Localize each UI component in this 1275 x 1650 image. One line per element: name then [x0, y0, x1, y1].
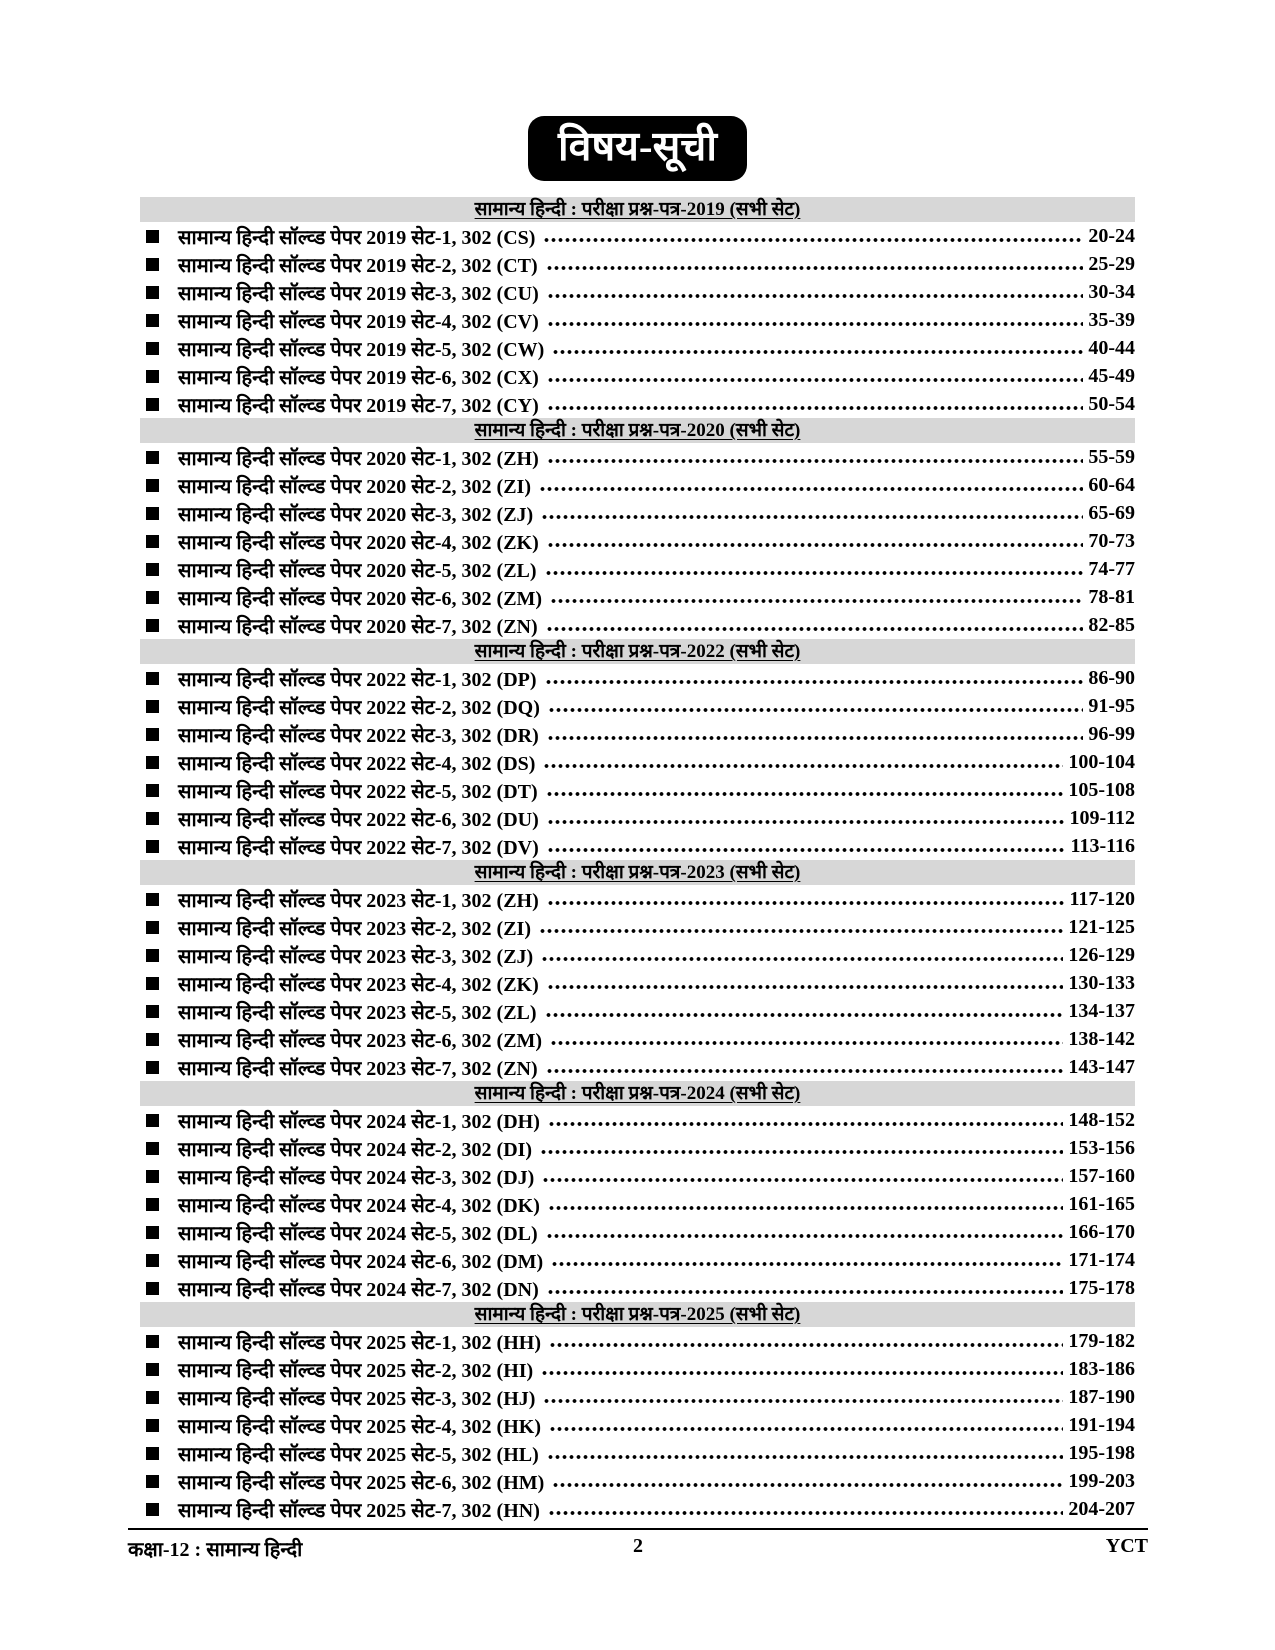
square-bullet-icon — [146, 728, 159, 741]
toc-entry — [140, 941, 1135, 969]
entry-pages: 30-34 — [1088, 280, 1135, 303]
toc-entry — [140, 1327, 1135, 1355]
toc-entry — [140, 583, 1135, 611]
entry-pages: 148-152 — [1068, 1108, 1135, 1131]
square-bullet-icon — [146, 286, 159, 299]
dot-leader — [547, 900, 1065, 906]
dot-leader — [547, 1289, 1064, 1295]
entry-pages: 60-64 — [1088, 473, 1135, 496]
section-header-2020 — [140, 418, 1135, 443]
toc-entry — [140, 1134, 1135, 1162]
square-bullet-icon — [146, 756, 159, 769]
square-bullet-icon — [146, 451, 159, 464]
toc-entry — [140, 832, 1135, 860]
entry-label: सामान्य हिन्दी सॉल्व्ड पेपर 2022 सेट-7, 302 (DV) — [178, 836, 539, 859]
toc-entry — [140, 334, 1135, 362]
square-bullet-icon — [146, 619, 159, 632]
toc-entry — [140, 1411, 1135, 1439]
entry-label: सामान्य हिन्दी सॉल्व्ड पेपर 2019 सेट-4, 302 (CV) — [178, 310, 539, 333]
section-header-label: सामान्य हिन्दी : परीक्षा प्रश्न-पत्र-2022 (सभी सेट) — [474, 641, 801, 663]
dot-leader — [543, 763, 1063, 769]
entry-label: सामान्य हिन्दी सॉल्व्ड पेपर 2020 सेट-5, 302 (ZL) — [178, 559, 537, 582]
toc-entry — [140, 611, 1135, 639]
square-bullet-icon — [146, 1503, 159, 1516]
entry-pages: 166-170 — [1068, 1220, 1135, 1243]
toc-entry — [140, 748, 1135, 776]
entry-label: सामान्य हिन्दी सॉल्व्ड पेपर 2022 सेट-1, 302 (DP) — [178, 668, 537, 691]
toc-entry — [140, 499, 1135, 527]
entry-label: सामान्य हिन्दी सॉल्व्ड पेपर 2023 सेट-4, 302 (ZK) — [178, 973, 539, 996]
entry-pages: 20-24 — [1088, 224, 1135, 247]
entry-pages: 45-49 — [1088, 364, 1135, 387]
dot-leader — [545, 679, 1084, 685]
dot-leader — [541, 1370, 1063, 1376]
section-header-label: सामान्य हिन्दी : परीक्षा प्रश्न-पत्र-2023 (सभी सेट) — [474, 862, 801, 884]
square-bullet-icon — [146, 1198, 159, 1211]
dot-leader — [547, 847, 1066, 853]
entry-pages: 171-174 — [1068, 1248, 1135, 1271]
toc-entry — [140, 390, 1135, 418]
toc-entry — [140, 1495, 1135, 1523]
section-header-label: सामान्य हिन्दी : परीक्षा प्रश्न-पत्र-2025 (सभी सेट) — [474, 1304, 801, 1326]
toc-entry — [140, 306, 1135, 334]
entry-label: सामान्य हिन्दी सॉल्व्ड पेपर 2025 सेट-4, 302 (HK) — [178, 1415, 541, 1438]
dot-leader — [549, 1342, 1063, 1348]
entry-pages: 204-207 — [1068, 1497, 1135, 1520]
dot-leader — [547, 293, 1084, 299]
entry-label: सामान्य हिन्दी सॉल्व्ड पेपर 2019 सेट-5, 302 (CW) — [178, 338, 545, 361]
square-bullet-icon — [146, 1005, 159, 1018]
entry-pages: 117-120 — [1069, 887, 1135, 910]
section-header-2024 — [140, 1081, 1135, 1106]
entry-label: सामान्य हिन्दी सॉल्व्ड पेपर 2024 सेट-7, 302 (DN) — [178, 1278, 539, 1301]
dot-leader — [546, 265, 1084, 271]
toc-entry — [140, 1246, 1135, 1274]
entry-pages: 105-108 — [1068, 778, 1135, 801]
entry-label: सामान्य हिन्दी सॉल्व्ड पेपर 2023 सेट-6, 302 (ZM) — [178, 1029, 543, 1052]
entry-pages: 74-77 — [1088, 557, 1135, 580]
square-bullet-icon — [146, 1363, 159, 1376]
title-container — [0, 0, 1275, 181]
toc-entry — [140, 692, 1135, 720]
entry-pages: 70-73 — [1088, 529, 1135, 552]
entry-label: सामान्य हिन्दी सॉल्व्ड पेपर 2023 सेट-1, 302 (ZH) — [178, 889, 539, 912]
entry-label: सामान्य हिन्दी सॉल्व्ड पेपर 2019 सेट-3, 302 (CU) — [178, 282, 539, 305]
entry-pages: 153-156 — [1068, 1136, 1135, 1159]
section-header-2025 — [140, 1302, 1135, 1327]
entry-label: सामान्य हिन्दी सॉल्व्ड पेपर 2025 सेट-2, 302 (HI) — [178, 1359, 534, 1382]
square-bullet-icon — [146, 563, 159, 576]
toc-entry — [140, 471, 1135, 499]
dot-leader — [541, 956, 1063, 962]
dot-leader — [548, 1510, 1063, 1516]
dot-leader — [541, 514, 1083, 520]
square-bullet-icon — [146, 921, 159, 934]
table-of-contents — [140, 197, 1135, 1523]
square-bullet-icon — [146, 258, 159, 271]
square-bullet-icon — [146, 893, 159, 906]
toc-entry — [140, 885, 1135, 913]
entry-pages: 100-104 — [1068, 750, 1135, 773]
square-bullet-icon — [146, 1447, 159, 1460]
entry-pages: 78-81 — [1088, 585, 1135, 608]
entry-pages: 121-125 — [1068, 915, 1135, 938]
square-bullet-icon — [146, 591, 159, 604]
entry-label: सामान्य हिन्दी सॉल्व्ड पेपर 2025 सेट-7, 302 (HN) — [178, 1499, 540, 1522]
dot-leader — [540, 1149, 1063, 1155]
toc-entry — [140, 1355, 1135, 1383]
dot-leader — [550, 1040, 1063, 1046]
section-header-2019 — [140, 197, 1135, 222]
toc-entry — [140, 222, 1135, 250]
entry-label: सामान्य हिन्दी सॉल्व्ड पेपर 2020 सेट-3, 302 (ZJ) — [178, 503, 534, 526]
toc-entry — [140, 720, 1135, 748]
entry-label: सामान्य हिन्दी सॉल्व्ड पेपर 2025 सेट-1, 302 (HH) — [178, 1331, 541, 1354]
entry-pages: 25-29 — [1088, 252, 1135, 275]
toc-entry — [140, 1274, 1135, 1302]
toc-entry — [140, 1106, 1135, 1134]
square-bullet-icon — [146, 507, 159, 520]
square-bullet-icon — [146, 1114, 159, 1127]
entry-label: सामान्य हिन्दी सॉल्व्ड पेपर 2020 सेट-4, 302 (ZK) — [178, 531, 539, 554]
entry-pages: 50-54 — [1088, 392, 1135, 415]
dot-leader — [543, 237, 1083, 243]
entry-pages: 175-178 — [1068, 1276, 1135, 1299]
dot-leader — [547, 1454, 1064, 1460]
dot-leader — [547, 321, 1084, 327]
section-header-2022 — [140, 639, 1135, 664]
dot-leader — [547, 377, 1084, 383]
entry-label: सामान्य हिन्दी सॉल्व्ड पेपर 2024 सेट-2, 302 (DI) — [178, 1138, 533, 1161]
entry-pages: 109-112 — [1069, 806, 1135, 829]
dot-leader — [539, 486, 1083, 492]
dot-leader — [546, 626, 1084, 632]
toc-entry — [140, 250, 1135, 278]
square-bullet-icon — [146, 1335, 159, 1348]
entry-label: सामान्य हिन्दी सॉल्व्ड पेपर 2022 सेट-6, 302 (DU) — [178, 808, 539, 831]
entry-pages: 96-99 — [1088, 722, 1135, 745]
dot-leader — [546, 1068, 1064, 1074]
square-bullet-icon — [146, 840, 159, 853]
entry-label: सामान्य हिन्दी सॉल्व्ड पेपर 2019 सेट-2, 302 (CT) — [178, 254, 538, 277]
entry-pages: 187-190 — [1068, 1385, 1135, 1408]
entry-label: सामान्य हिन्दी सॉल्व्ड पेपर 2024 सेट-5, 302 (DL) — [178, 1222, 538, 1245]
entry-label: सामान्य हिन्दी सॉल्व्ड पेपर 2024 सेट-1, 302 (DH) — [178, 1110, 540, 1133]
entry-pages: 55-59 — [1088, 445, 1135, 468]
entry-pages: 179-182 — [1068, 1329, 1135, 1352]
toc-entry — [140, 804, 1135, 832]
section-header-label: सामान्य हिन्दी : परीक्षा प्रश्न-पत्र-2024 (सभी सेट) — [474, 1083, 801, 1105]
entry-label: सामान्य हिन्दी सॉल्व्ड पेपर 2023 सेट-7, 302 (ZN) — [178, 1057, 538, 1080]
dot-leader — [550, 598, 1083, 604]
entry-label: सामान्य हिन्दी सॉल्व्ड पेपर 2019 सेट-1, 302 (CS) — [178, 226, 536, 249]
entry-pages: 82-85 — [1088, 613, 1135, 636]
toc-entry — [140, 443, 1135, 471]
entry-label: सामान्य हिन्दी सॉल्व्ड पेपर 2025 सेट-5, 302 (HL) — [178, 1443, 539, 1466]
entry-label: सामान्य हिन्दी सॉल्व्ड पेपर 2023 सेट-3, 302 (ZJ) — [178, 945, 534, 968]
entry-label: सामान्य हिन्दी सॉल्व्ड पेपर 2025 सेट-6, 302 (HM) — [178, 1471, 545, 1494]
dot-leader — [547, 458, 1084, 464]
square-bullet-icon — [146, 1391, 159, 1404]
entry-pages: 91-95 — [1088, 694, 1135, 717]
entry-label: सामान्य हिन्दी सॉल्व्ड पेपर 2022 सेट-2, 302 (DQ) — [178, 696, 540, 719]
toc-entry — [140, 1162, 1135, 1190]
dot-leader — [545, 570, 1084, 576]
square-bullet-icon — [146, 1226, 159, 1239]
toc-entry — [140, 1190, 1135, 1218]
square-bullet-icon — [146, 1142, 159, 1155]
toc-entry — [140, 1467, 1135, 1495]
dot-leader — [549, 1426, 1063, 1432]
dot-leader — [548, 1121, 1063, 1127]
toc-entry — [140, 1439, 1135, 1467]
dot-leader — [539, 928, 1063, 934]
toc-entry — [140, 1053, 1135, 1081]
entry-pages: 65-69 — [1088, 501, 1135, 524]
entry-pages: 35-39 — [1088, 308, 1135, 331]
entry-label: सामान्य हिन्दी सॉल्व्ड पेपर 2024 सेट-4, 302 (DK) — [178, 1194, 540, 1217]
section-header-label: सामान्य हिन्दी : परीक्षा प्रश्न-पत्र-2019 (सभी सेट) — [474, 199, 801, 221]
entry-label: सामान्य हिन्दी सॉल्व्ड पेपर 2022 सेट-5, 302 (DT) — [178, 780, 538, 803]
square-bullet-icon — [146, 949, 159, 962]
toc-entry — [140, 362, 1135, 390]
entry-label: सामान्य हिन्दी सॉल्व्ड पेपर 2020 सेट-2, 302 (ZI) — [178, 475, 531, 498]
entry-label: सामान्य हिन्दी सॉल्व्ड पेपर 2023 सेट-2, 302 (ZI) — [178, 917, 531, 940]
section-header-2023 — [140, 860, 1135, 885]
section-header-label: सामान्य हिन्दी : परीक्षा प्रश्न-पत्र-2020 (सभी सेट) — [474, 420, 801, 442]
toc-entry — [140, 997, 1135, 1025]
dot-leader — [547, 735, 1084, 741]
square-bullet-icon — [146, 230, 159, 243]
dot-leader — [542, 1177, 1063, 1183]
footer-publisher: YCT — [1105, 1535, 1148, 1557]
square-bullet-icon — [146, 700, 159, 713]
entry-pages: 134-137 — [1068, 999, 1135, 1022]
toc-entry — [140, 555, 1135, 583]
square-bullet-icon — [146, 1061, 159, 1074]
footer-page-number: 2 — [633, 1535, 643, 1557]
entry-pages: 143-147 — [1068, 1055, 1135, 1078]
entry-pages: 195-198 — [1068, 1441, 1135, 1464]
toc-entry — [140, 913, 1135, 941]
square-bullet-icon — [146, 977, 159, 990]
entry-pages: 130-133 — [1068, 971, 1135, 994]
entry-label: सामान्य हिन्दी सॉल्व्ड पेपर 2024 सेट-6, 302 (DM) — [178, 1250, 544, 1273]
entry-pages: 138-142 — [1068, 1027, 1135, 1050]
dot-leader — [546, 1233, 1064, 1239]
toc-entry — [140, 1025, 1135, 1053]
entry-label: सामान्य हिन्दी सॉल्व्ड पेपर 2022 सेट-3, 302 (DR) — [178, 724, 539, 747]
toc-entry — [140, 527, 1135, 555]
dot-leader — [548, 707, 1083, 713]
square-bullet-icon — [146, 672, 159, 685]
entry-pages: 191-194 — [1068, 1413, 1135, 1436]
entry-label: सामान्य हिन्दी सॉल्व्ड पेपर 2019 सेट-6, 302 (CX) — [178, 366, 539, 389]
entry-pages: 126-129 — [1068, 943, 1135, 966]
square-bullet-icon — [146, 535, 159, 548]
entry-label: सामान्य हिन्दी सॉल्व्ड पेपर 2023 सेट-5, 302 (ZL) — [178, 1001, 537, 1024]
square-bullet-icon — [146, 1170, 159, 1183]
entry-pages: 199-203 — [1068, 1469, 1135, 1492]
entry-label: सामान्य हिन्दी सॉल्व्ड पेपर 2020 सेट-1, 302 (ZH) — [178, 447, 539, 470]
square-bullet-icon — [146, 1254, 159, 1267]
square-bullet-icon — [146, 812, 159, 825]
dot-leader — [547, 405, 1084, 411]
page-title: विषय-सूची — [528, 116, 747, 181]
square-bullet-icon — [146, 1282, 159, 1295]
entry-label: सामान्य हिन्दी सॉल्व्ड पेपर 2020 सेट-7, 302 (ZN) — [178, 615, 538, 638]
entry-pages: 183-186 — [1068, 1357, 1135, 1380]
entry-pages: 161-165 — [1068, 1192, 1135, 1215]
page-footer — [128, 1528, 1148, 1562]
toc-entry — [140, 969, 1135, 997]
entry-label: सामान्य हिन्दी सॉल्व्ड पेपर 2020 सेट-6, 302 (ZM) — [178, 587, 543, 610]
square-bullet-icon — [146, 1419, 159, 1432]
entry-label: सामान्य हिन्दी सॉल्व्ड पेपर 2025 सेट-3, 302 (HJ) — [178, 1387, 536, 1410]
dot-leader — [552, 349, 1083, 355]
toc-entry — [140, 776, 1135, 804]
square-bullet-icon — [146, 784, 159, 797]
entry-pages: 40-44 — [1088, 336, 1135, 359]
toc-entry — [140, 1218, 1135, 1246]
footer-book-title: कक्षा-12 : सामान्य हिन्दी — [128, 1539, 303, 1561]
dot-leader — [547, 542, 1084, 548]
square-bullet-icon — [146, 479, 159, 492]
dot-leader — [547, 819, 1065, 825]
entry-pages: 113-116 — [1070, 834, 1135, 857]
square-bullet-icon — [146, 1475, 159, 1488]
entry-label: सामान्य हिन्दी सॉल्व्ड पेपर 2022 सेट-4, 302 (DS) — [178, 752, 536, 775]
dot-leader — [551, 1261, 1063, 1267]
dot-leader — [545, 1012, 1064, 1018]
entry-label: सामान्य हिन्दी सॉल्व्ड पेपर 2019 सेट-7, 302 (CY) — [178, 394, 539, 417]
square-bullet-icon — [146, 398, 159, 411]
dot-leader — [547, 984, 1064, 990]
dot-leader — [548, 1205, 1063, 1211]
dot-leader — [543, 1398, 1063, 1404]
dot-leader — [546, 791, 1064, 797]
entry-pages: 157-160 — [1068, 1164, 1135, 1187]
square-bullet-icon — [146, 342, 159, 355]
square-bullet-icon — [146, 1033, 159, 1046]
toc-entry — [140, 1383, 1135, 1411]
toc-entry — [140, 278, 1135, 306]
dot-leader — [552, 1482, 1063, 1488]
square-bullet-icon — [146, 370, 159, 383]
entry-pages: 86-90 — [1088, 666, 1135, 689]
toc-entry — [140, 664, 1135, 692]
entry-label: सामान्य हिन्दी सॉल्व्ड पेपर 2024 सेट-3, 302 (DJ) — [178, 1166, 535, 1189]
square-bullet-icon — [146, 314, 159, 327]
